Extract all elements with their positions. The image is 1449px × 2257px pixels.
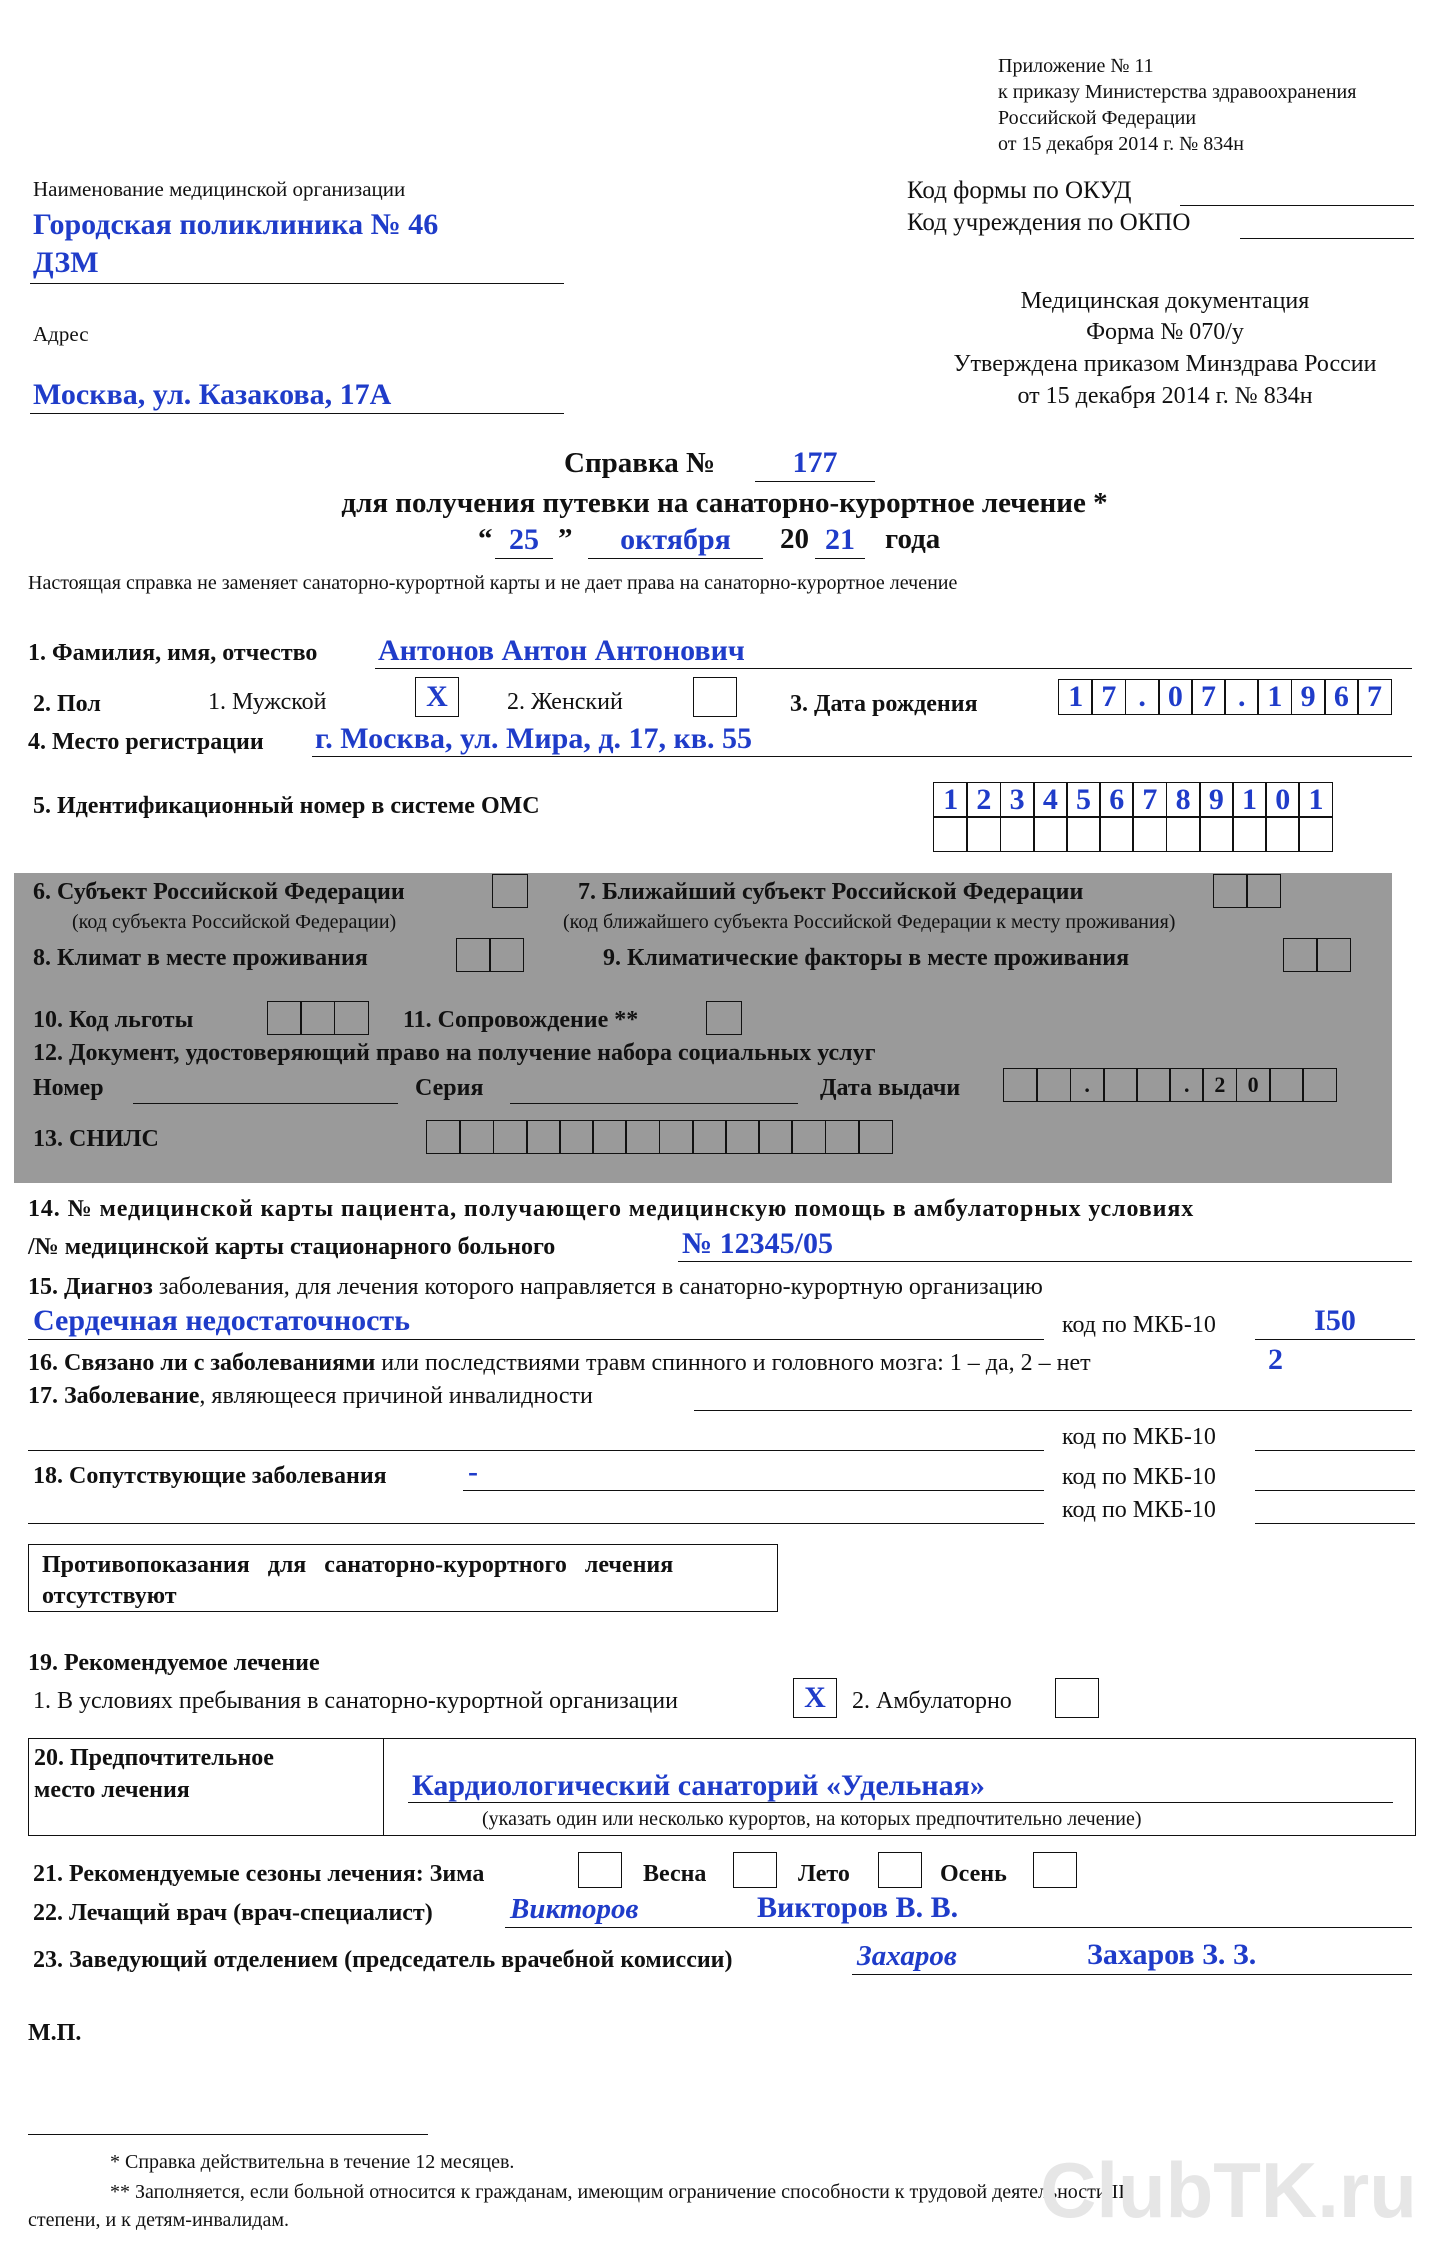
okud-field[interactable] xyxy=(1180,205,1414,206)
f12-date-cell[interactable] xyxy=(1003,1068,1038,1102)
oms-cell[interactable]: 4 xyxy=(1033,782,1068,818)
f11-escort-box[interactable] xyxy=(706,1001,742,1035)
footnote-2-line-2: степени, и к детям-инвалидам. xyxy=(28,2209,289,2231)
f8-code-boxes[interactable] xyxy=(458,938,524,972)
oms-cell[interactable] xyxy=(1033,816,1068,852)
oms-cell[interactable] xyxy=(1066,816,1101,852)
f7-code-cell[interactable] xyxy=(1246,874,1281,908)
f12-date-cell[interactable]: . xyxy=(1169,1068,1204,1102)
f9-code-boxes[interactable] xyxy=(1285,938,1351,972)
f2-label: 2. Пол xyxy=(33,691,101,717)
f18-mkb-label-2: код по МКБ-10 xyxy=(1062,1497,1216,1523)
oms-cell[interactable] xyxy=(1166,816,1201,852)
snils-cell[interactable] xyxy=(825,1120,860,1154)
f12-date-cell[interactable]: 2 xyxy=(1202,1068,1237,1102)
f16-value: 2 xyxy=(1268,1343,1283,1376)
date-month-underline xyxy=(588,558,763,559)
oms-cell[interactable]: 0 xyxy=(1265,782,1300,818)
f18-mkb-field-2[interactable] xyxy=(1255,1523,1415,1524)
oms-cell[interactable]: 6 xyxy=(1099,782,1134,818)
f10-label: 10. Код льготы xyxy=(33,1007,194,1033)
doc-type-line-2: Форма № 070/у xyxy=(1086,319,1244,345)
f18-value: - xyxy=(468,1455,478,1488)
spring-checkbox[interactable] xyxy=(733,1852,777,1888)
f10-code-boxes[interactable] xyxy=(269,1001,369,1035)
f17-label xyxy=(28,1384,593,1408)
f1-fio-value: Антонов Антон Антонович xyxy=(378,634,745,667)
f19-option-1-checkbox[interactable]: X xyxy=(793,1678,837,1718)
f14-underline xyxy=(678,1261,1412,1262)
f4-underline xyxy=(312,756,1412,757)
f9-code-cell[interactable] xyxy=(1283,938,1318,972)
f8-code-cell[interactable] xyxy=(489,938,524,972)
f12-number-field[interactable] xyxy=(133,1103,398,1104)
oms-cell[interactable] xyxy=(1265,816,1300,852)
f20-hint: (указать один или несколько курортов, на которых предпочтительно лечение) xyxy=(482,1808,1142,1830)
snils-cell[interactable] xyxy=(592,1120,627,1154)
f19-option-2-checkbox[interactable] xyxy=(1055,1678,1099,1718)
f18-field-2[interactable] xyxy=(28,1523,1044,1524)
oms-cell[interactable]: 7 xyxy=(1132,782,1167,818)
footnote-2-line-1: ** Заполняется, если больной относится к гражданам, имеющим ограничение способности к трудовой деятельности III xyxy=(110,2181,1132,2203)
snils-cell[interactable] xyxy=(625,1120,660,1154)
f17-field-2[interactable] xyxy=(28,1450,1044,1451)
f14-label-line-2: /№ медицинской карты стационарного больного xyxy=(28,1234,556,1260)
snils-cell[interactable] xyxy=(659,1120,694,1154)
snils-cell[interactable] xyxy=(758,1120,793,1154)
f22-doctor-name: Викторов В. В. xyxy=(757,1891,959,1924)
oms-cell[interactable]: 8 xyxy=(1166,782,1201,818)
f22-label: 22. Лечащий врач (врач-специалист) xyxy=(33,1900,433,1926)
f18-mkb-field-1[interactable] xyxy=(1255,1490,1415,1491)
oms-cell[interactable]: 1 xyxy=(1298,782,1333,818)
appendix-line-3: Российской Федерации xyxy=(998,107,1197,129)
f8-label: 8. Климат в месте проживания xyxy=(33,945,368,971)
f7-label: 7. Ближайший субъект Российской Федерации xyxy=(578,879,1084,905)
birth-date-cell[interactable]: . xyxy=(1224,679,1259,715)
f3-label: 3. Дата рождения xyxy=(790,691,978,717)
f6-label: 6. Субъект Российской Федерации xyxy=(33,879,405,905)
f23-underline xyxy=(852,1974,1412,1975)
f15-label xyxy=(28,1275,1043,1299)
birth-date-cell[interactable]: 1 xyxy=(1257,679,1292,715)
f7-sublabel: (код ближайшего субъекта Российской Федерации к месту проживания) xyxy=(563,911,1176,933)
f22-signature: Викторов xyxy=(510,1893,639,1925)
f21-label: 21. Рекомендуемые сезоны лечения: Зима xyxy=(33,1861,485,1887)
f19-label: 19. Рекомендуемое лечение xyxy=(28,1650,320,1676)
f7-code-cell[interactable] xyxy=(1213,874,1248,908)
f11-label: 11. Сопровождение ** xyxy=(403,1007,639,1033)
f6-code-box[interactable] xyxy=(492,874,528,908)
spravka-number: 177 xyxy=(792,446,838,479)
snils-cell[interactable] xyxy=(858,1120,893,1154)
f19-option-1: 1. В условиях пребывания в санаторно-курортной организации xyxy=(33,1688,678,1714)
oms-cell[interactable]: 2 xyxy=(966,782,1001,818)
birth-date-cell[interactable]: 6 xyxy=(1324,679,1359,715)
okud-label: Код формы по ОКУД xyxy=(907,177,1132,204)
f7-code-boxes[interactable] xyxy=(1215,874,1281,908)
disclaimer-note: Настоящая справка не заменяет санаторно-курортной карты и не дает права на санаторно-курортное лечение xyxy=(28,572,958,594)
date-month: октября xyxy=(620,523,731,556)
winter-checkbox[interactable] xyxy=(578,1852,622,1888)
f9-code-cell[interactable] xyxy=(1316,938,1351,972)
f8-code-cell[interactable] xyxy=(456,938,491,972)
quote-close: ” xyxy=(558,523,573,555)
oms-cell[interactable]: 9 xyxy=(1199,782,1234,818)
f18-mkb-label-1: код по МКБ-10 xyxy=(1062,1464,1216,1490)
f12-series-label: Серия xyxy=(415,1075,484,1101)
birth-date-cell[interactable]: 9 xyxy=(1291,679,1326,715)
f12-date-label: Дата выдачи xyxy=(820,1075,961,1101)
male-checkbox[interactable]: X xyxy=(415,677,459,717)
birth-date-cell[interactable]: 7 xyxy=(1357,679,1392,715)
f17-label-bold: 17. Заболевание xyxy=(28,1383,200,1409)
f16-label xyxy=(28,1351,1091,1375)
snils-cell[interactable] xyxy=(459,1120,494,1154)
date-day-underline xyxy=(495,558,553,559)
f6-sublabel: (код субъекта Российской Федерации) xyxy=(72,911,397,933)
f18-label: 18. Сопутствующие заболевания xyxy=(33,1463,387,1489)
f12-date-cell[interactable] xyxy=(1302,1068,1337,1102)
snils-cell[interactable] xyxy=(725,1120,760,1154)
birth-date-cell[interactable]: . xyxy=(1125,679,1160,715)
f20-underline xyxy=(408,1802,1393,1803)
org-name-line-1: Городская поликлиника № 46 xyxy=(33,208,439,241)
birth-date-cell[interactable]: 1 xyxy=(1058,679,1093,715)
summer-checkbox[interactable] xyxy=(878,1852,922,1888)
f17-mkb-field[interactable] xyxy=(1255,1450,1415,1451)
f15-mkb-underline xyxy=(1255,1339,1415,1340)
birth-date-cell[interactable]: 0 xyxy=(1158,679,1193,715)
f17-field-1[interactable] xyxy=(694,1410,1412,1411)
f23-head-name: Захаров З. З. xyxy=(1087,1938,1257,1971)
autumn-label: Осень xyxy=(940,1861,1007,1887)
appendix-line-2: к приказу Министерства здравоохранения xyxy=(998,81,1357,103)
f10-code-cell[interactable] xyxy=(267,1001,302,1035)
f1-label: 1. Фамилия, имя, отчество xyxy=(28,640,318,666)
birth-date-cell[interactable]: 7 xyxy=(1191,679,1226,715)
date-year-word: года xyxy=(885,523,941,555)
oms-cell[interactable] xyxy=(966,816,1001,852)
f15-mkb-value: I50 xyxy=(1314,1304,1356,1337)
site-watermark: ClubTK.ru xyxy=(1040,2146,1417,2234)
f12-date-cell[interactable] xyxy=(1036,1068,1071,1102)
f16-label-bold: 16. Связано ли с заболеваниями xyxy=(28,1350,376,1376)
f19-option-2: 2. Амбулаторно xyxy=(852,1688,1012,1714)
doc-type-line-3: Утверждена приказом Минздрава России xyxy=(953,351,1377,377)
autumn-checkbox[interactable] xyxy=(1033,1852,1077,1888)
male-label: 1. Мужской xyxy=(208,689,327,715)
oms-cell[interactable]: 5 xyxy=(1066,782,1101,818)
address-underline xyxy=(30,413,564,414)
spravka-number-underline xyxy=(755,481,875,482)
date-year-suffix: 21 xyxy=(825,523,855,556)
summer-label: Лето xyxy=(798,1861,850,1887)
f23-label: 23. Заведующий отделением (председатель врачебной комиссии) xyxy=(33,1947,733,1973)
oms-cell[interactable] xyxy=(1132,816,1167,852)
snils-cells[interactable] xyxy=(428,1120,893,1154)
footnote-1: * Справка действительна в течение 12 месяцев. xyxy=(110,2151,515,2173)
oms-cell[interactable] xyxy=(1298,816,1333,852)
f9-label: 9. Климатические факторы в месте проживания xyxy=(603,945,1130,971)
oms-cell[interactable] xyxy=(1000,816,1035,852)
f15-label-rest: заболевания, для лечения которого направляется в санаторно-курортную организацию xyxy=(152,1274,1043,1300)
oms-cell[interactable]: 1 xyxy=(933,782,968,818)
snils-cell[interactable] xyxy=(559,1120,594,1154)
f14-card-value: № 12345/05 xyxy=(682,1227,833,1260)
org-name-line-2: ДЗМ xyxy=(33,246,99,279)
f4-registration-value: г. Москва, ул. Мира, д. 17, кв. 55 xyxy=(315,722,752,755)
f13-label: 13. СНИЛС xyxy=(33,1126,159,1152)
spring-label: Весна xyxy=(643,1861,707,1887)
female-checkbox[interactable] xyxy=(693,677,737,717)
f10-code-cell[interactable] xyxy=(334,1001,369,1035)
snils-cell[interactable] xyxy=(526,1120,561,1154)
doc-type-line-1: Медицинская документация xyxy=(1020,288,1310,314)
snils-cell[interactable] xyxy=(791,1120,826,1154)
org-label: Наименование медицинской организации xyxy=(33,177,406,201)
oms-cell[interactable] xyxy=(1099,816,1134,852)
address-value: Москва, ул. Казакова, 17А xyxy=(33,378,392,411)
f12-date-cell[interactable]: 0 xyxy=(1236,1068,1271,1102)
oms-cell[interactable] xyxy=(1232,816,1267,852)
f12-date-cell[interactable] xyxy=(1103,1068,1138,1102)
f20-place-value: Кардиологический санаторий «Удельная» xyxy=(412,1769,985,1802)
footnote-separator xyxy=(28,2134,428,2135)
okpo-label: Код учреждения по ОКПО xyxy=(907,209,1191,236)
date-day: 25 xyxy=(509,523,539,556)
appendix-line-1: Приложение № 11 xyxy=(998,55,1154,77)
f15-mkb-label: код по МКБ-10 xyxy=(1062,1312,1216,1338)
f12-number-label: Номер xyxy=(33,1075,104,1101)
f20-table-divider xyxy=(383,1738,384,1836)
contraindications-line-1: Противопоказания для санаторно-курортного лечения xyxy=(42,1552,674,1578)
snils-cell[interactable] xyxy=(426,1120,461,1154)
snils-cell[interactable] xyxy=(493,1120,528,1154)
oms-cell[interactable]: 3 xyxy=(1000,782,1035,818)
f15-underline xyxy=(28,1339,1044,1340)
oms-cell[interactable] xyxy=(933,816,968,852)
f12-date-cell[interactable]: . xyxy=(1070,1068,1105,1102)
f12-date-cell[interactable] xyxy=(1136,1068,1171,1102)
date-year-underline xyxy=(815,558,865,559)
f10-code-cell[interactable] xyxy=(300,1001,335,1035)
f12-series-field[interactable] xyxy=(510,1103,798,1104)
doc-type-line-4: от 15 декабря 2014 г. № 834н xyxy=(1017,383,1313,409)
quote-open: “ xyxy=(478,523,493,555)
f14-label-line-1: 14. № медицинской карты пациента, получающего медицинскую помощь в амбулаторных условиях xyxy=(28,1196,1195,1222)
oms-cell[interactable] xyxy=(1199,816,1234,852)
f23-signature: Захаров xyxy=(857,1940,957,1972)
f4-label: 4. Место регистрации xyxy=(28,729,264,755)
f12-date-cell[interactable] xyxy=(1269,1068,1304,1102)
oms-cell[interactable]: 1 xyxy=(1232,782,1267,818)
f17-label-rest: , являющееся причиной инвалидности xyxy=(199,1383,593,1409)
birth-date-cells[interactable] xyxy=(1060,679,1392,715)
f12-date-cells[interactable] xyxy=(1005,1068,1337,1102)
oms-number-cells-row-2[interactable] xyxy=(935,816,1333,852)
f16-label-rest: или последствиями травм спинного и головного мозга: 1 – да, 2 – нет xyxy=(375,1350,1091,1376)
address-label: Адрес xyxy=(33,322,89,346)
f22-underline xyxy=(505,1927,1412,1928)
f20-label-line-2: место лечения xyxy=(34,1777,190,1803)
f15-diagnosis-value: Сердечная недостаточность xyxy=(33,1304,411,1337)
f1-underline xyxy=(375,668,1412,669)
contraindications-line-2: отсутствуют xyxy=(42,1583,177,1609)
f12-label: 12. Документ, удостоверяющий право на получение набора социальных услуг xyxy=(33,1040,876,1066)
female-label: 2. Женский xyxy=(507,689,623,715)
f17-mkb-label: код по МКБ-10 xyxy=(1062,1424,1216,1450)
oms-number-cells[interactable] xyxy=(935,782,1333,818)
date-year-prefix: 20 xyxy=(780,523,809,555)
spravka-label: Справка № xyxy=(564,447,716,479)
stamp-place: М.П. xyxy=(28,2020,82,2046)
spravka-purpose: для получения путевки на санаторно-курортное лечение * xyxy=(341,487,1108,519)
appendix-line-4: от 15 декабря 2014 г. № 834н xyxy=(998,133,1244,155)
birth-date-cell[interactable]: 7 xyxy=(1091,679,1126,715)
snils-cell[interactable] xyxy=(692,1120,727,1154)
f18-field-1[interactable] xyxy=(463,1490,1044,1491)
f5-label: 5. Идентификационный номер в системе ОМС xyxy=(33,793,540,819)
f15-label-bold: 15. Диагноз xyxy=(28,1274,153,1300)
okpo-field[interactable] xyxy=(1240,238,1414,239)
org-name-underline xyxy=(30,283,564,284)
f20-label-line-1: 20. Предпочтительное xyxy=(34,1745,274,1771)
